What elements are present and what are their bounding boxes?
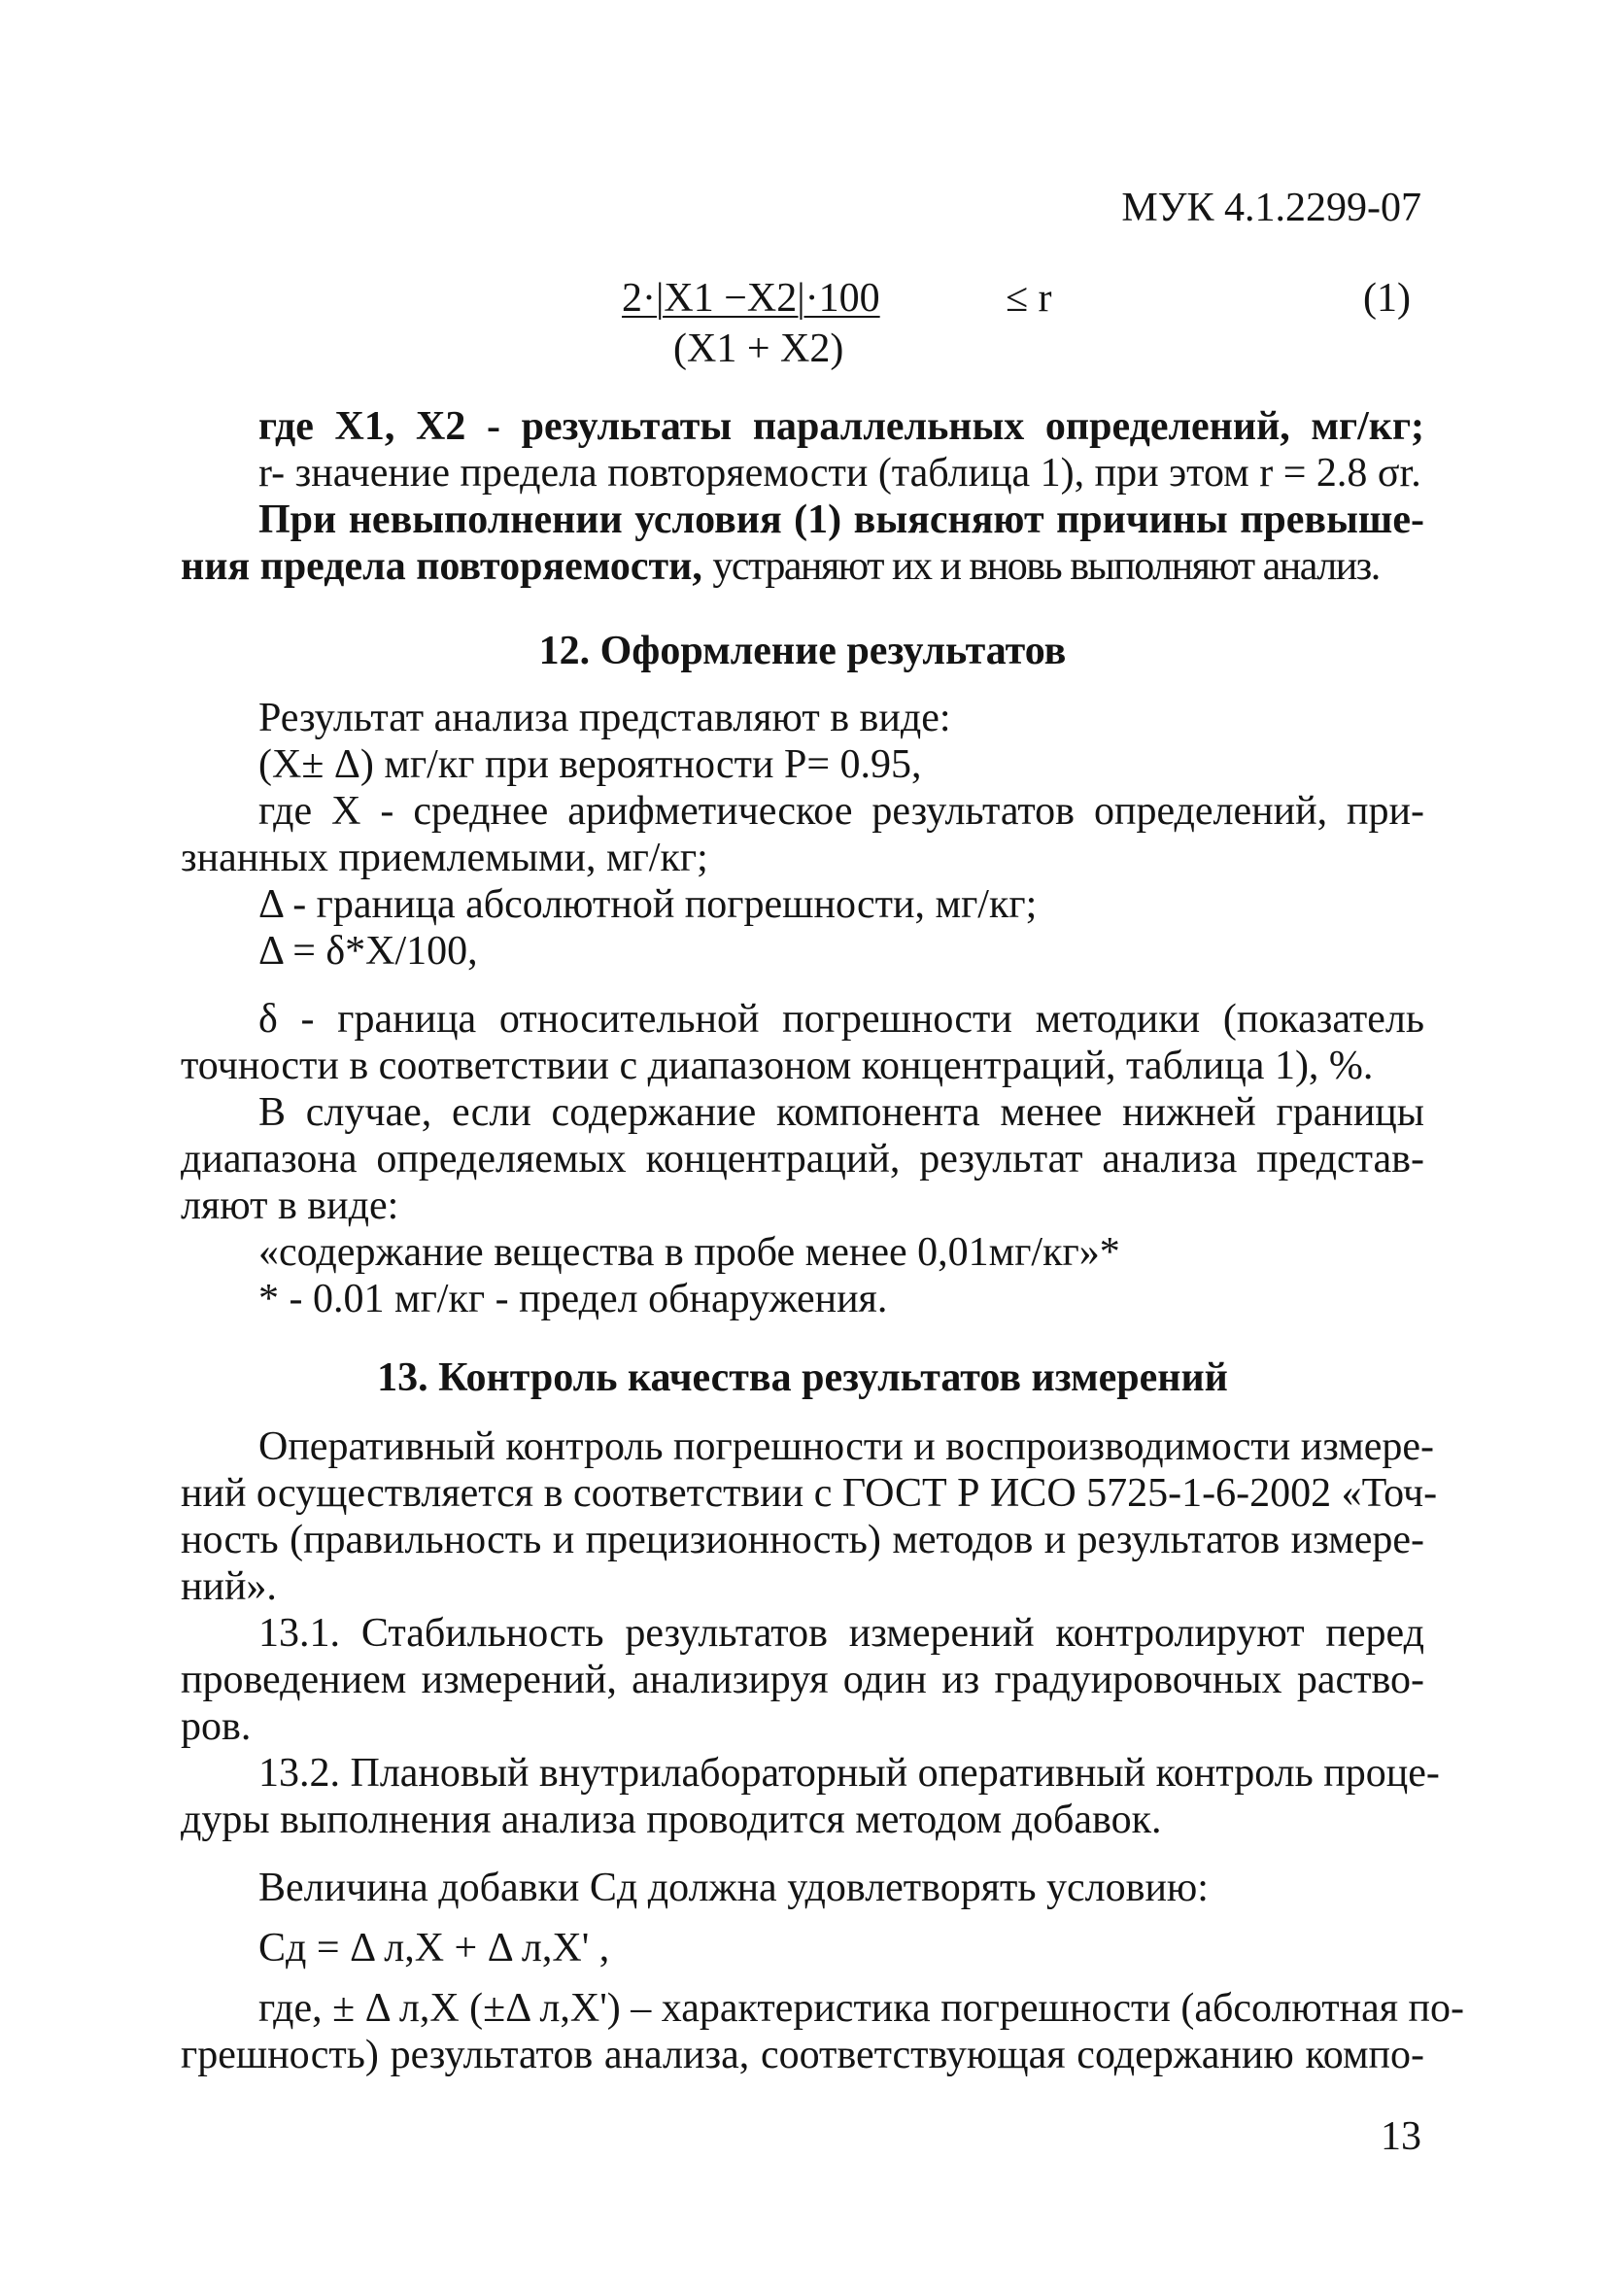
defs-line3b-bold: ния предела повторяемости, (181, 544, 702, 589)
s12-p5: Δ = δ*X/100, (258, 929, 478, 974)
s13-p3a: 13.2. Плановый внутрилабораторный оперативный контроль проце- (258, 1751, 1440, 1796)
formula-relation: ≤ r (1006, 276, 1052, 321)
section-13-body (181, 1423, 1464, 2078)
s13-p1a: Оперативный контроль погрешности и воспроизводимости измере- (258, 1424, 1435, 1469)
defs-line3b-rest: устраняют их и вновь выполняют анализ. (712, 544, 1380, 589)
s12-p7b: диапазона определяемых концентраций, результат анализа представ- (181, 1137, 1424, 1182)
s12-p6b: точности в соответствии с диапазоном концентраций, таблица 1), %. (181, 1044, 1374, 1088)
formula-number: (1) (1363, 276, 1411, 321)
s13-p1d: ний». (181, 1564, 277, 1609)
s12-p1: Результат анализа представляют в виде: (258, 696, 951, 740)
s13-p4: Величина добавки Сд должна удовлетворять условию: (258, 1866, 1209, 1910)
s12-p4: Δ - граница абсолютной погрешности, мг/кг; (258, 882, 1038, 927)
s13-p6b: грешность) результатов анализа, соответствующая содержанию компо- (181, 2033, 1424, 2077)
defs-prefix: где (258, 404, 314, 449)
s12-p8: «содержание вещества в пробе менее 0,01мг/кг»* (258, 1230, 1120, 1275)
section-12-title: 12. Оформление результатов (538, 629, 1067, 673)
document-code: МУК 4.1.2299-07 (1121, 186, 1421, 230)
s13-p5: Сд = Δ л,X + Δ л,X' , (258, 1926, 610, 1970)
s13-p2a: 13.1. Стабильность результатов измерений контролируют перед (258, 1611, 1424, 1656)
s12-p3a: где X - среднее арифметическое результатов определений, при- (258, 789, 1424, 834)
s12-p2: (X± Δ) мг/кг при вероятности Р= 0.95, (258, 742, 922, 787)
s12-p3b: знанных приемлемыми, мг/кг; (181, 836, 708, 880)
defs-line3a: При невыполнении условия (1) выясняют причины превыше- (258, 497, 1424, 542)
formula-denominator: (X1 + X2) (673, 326, 844, 371)
defs-line1: - результаты параллельных определений, мг/кг; (486, 404, 1425, 449)
s12-p9: * - 0.01 мг/кг - предел обнаружения. (258, 1277, 888, 1321)
section-12-body (181, 695, 1424, 1322)
s13-p2b: проведением измерений, анализируя один из градуировочных раство- (181, 1658, 1424, 1702)
defs-line2: r- значение предела повторяемости (таблица 1), при этом r = 2.8 σr. (258, 451, 1421, 496)
defs-vars: X1, X2 (334, 404, 466, 449)
page-number: 13 (1381, 2114, 1421, 2159)
s12-p7a: В случае, если содержание компонента менее нижней границы (258, 1090, 1424, 1135)
s12-p6a: δ - граница относительной погрешности методики (показатель (258, 997, 1424, 1042)
s13-p1c: ность (правильность и прецизионность) методов и результатов измере- (181, 1518, 1424, 1562)
s13-p6a: где, ± Δ л,X (±Δ л,X') – характеристика погрешности (абсолютная по- (258, 1986, 1464, 2031)
section-13-title: 13. Контроль качества результатов измерений (377, 1355, 1228, 1400)
s13-p2c: ров. (181, 1704, 252, 1749)
s13-p1b: ний осуществляется в соответствии с ГОСТ Р ИСО 5725-1-6-2002 «Точ- (181, 1471, 1438, 1516)
definitions-block (181, 403, 1424, 590)
formula-numerator: 2·|X1 −X2|·100 (622, 276, 880, 321)
s13-p3b: дуры выполнения анализа проводится методом добавок. (181, 1798, 1162, 1842)
s12-p7c: ляют в виде: (181, 1183, 399, 1228)
